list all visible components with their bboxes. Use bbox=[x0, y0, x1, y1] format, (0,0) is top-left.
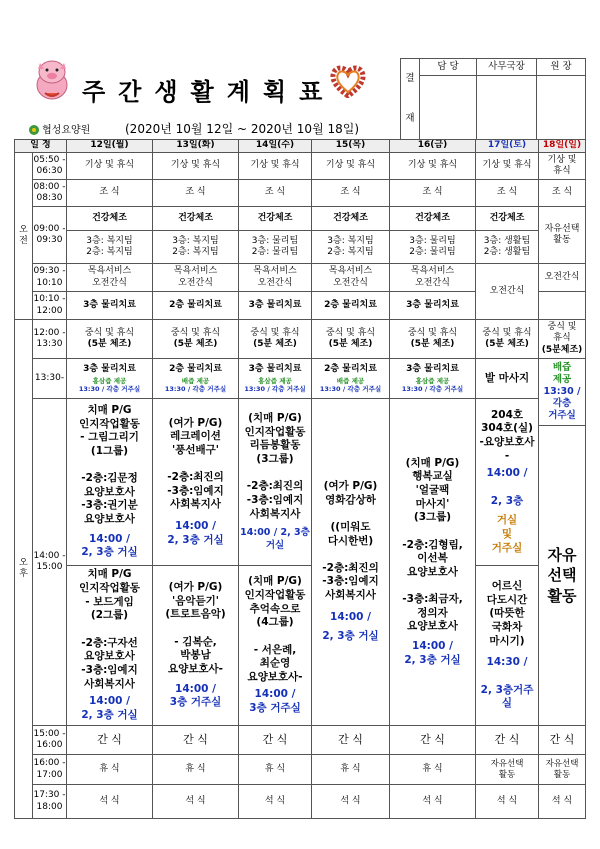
day-header-wed: 14일(수) bbox=[238, 139, 312, 153]
time-1500: 15:00 - 16:00 bbox=[32, 725, 67, 755]
time-1400: 14:00 - 15:00 bbox=[32, 398, 67, 726]
approval-col-office-chief: 사무국장 bbox=[476, 58, 537, 76]
am-label: 오 전 bbox=[14, 152, 33, 320]
bath-mon: 목욕서비스 오전간식 bbox=[66, 263, 153, 292]
breakfast-fri: 조 식 bbox=[389, 179, 476, 207]
day-header-fri: 16(금) bbox=[389, 139, 476, 153]
program-tue-a: (여가 P/G) 레크레이션 '풍선배구' -2층:최진의 -3층:임예지 사회복지사 14:00 / 2, 3층 거실 bbox=[152, 398, 239, 566]
health-mon: 건강체조 bbox=[66, 206, 153, 231]
breakfast-sun: 조 식 bbox=[538, 179, 586, 207]
snack-fri: 간 식 bbox=[389, 725, 476, 755]
free-sun: 자유선택 활동 bbox=[538, 754, 586, 785]
floor-sat: 3층: 생활팀 2층: 생활팀 bbox=[475, 230, 539, 264]
approval-side-label: 결 재 bbox=[400, 58, 420, 140]
approval-sign-director bbox=[536, 75, 586, 140]
bath-wed: 목욕서비스 오전간식 bbox=[238, 263, 312, 292]
breakfast-mon: 조 식 bbox=[66, 179, 153, 207]
pt-1330-fri: 3층 물리치료 홍삼즙 제공 13:30 / 각층 거주실 bbox=[389, 358, 476, 399]
dinner-tue: 석 식 bbox=[152, 784, 239, 819]
bath-thu: 목욕서비스 오전간식 bbox=[311, 263, 390, 292]
approval-col-manager: 담 당 bbox=[419, 58, 477, 76]
wake-thu: 기상 및 휴식 bbox=[311, 152, 390, 180]
pt-mon: 3층 물리치료 bbox=[66, 291, 153, 320]
day-header-sat: 17일(토) bbox=[475, 139, 539, 153]
wake-sat: 기상 및 휴식 bbox=[475, 152, 539, 180]
time-0900: 09:00 - 09:30 bbox=[32, 206, 67, 264]
org-flower-icon bbox=[28, 121, 40, 133]
health-wed: 건강체조 bbox=[238, 206, 312, 231]
snack-wed: 간 식 bbox=[238, 725, 312, 755]
floor-wed: 3층: 물리팀 2층: 물리팀 bbox=[238, 230, 312, 264]
pt-thu: 2층 물리치료 bbox=[311, 291, 390, 320]
program-wed-a: (치매 P/G) 인지작업활동 리듬봉활동 (3그룹) -2층:최진의 -3층:임예지 사회복지사 14:00 / 2, 3층 거실 bbox=[238, 398, 312, 566]
health-thu: 건강체조 bbox=[311, 206, 390, 231]
snack-am-sun: 오전간식 bbox=[538, 263, 586, 292]
pt-fri: 3층 물리치료 bbox=[389, 291, 476, 320]
time-0930: 09:30 - 10:10 bbox=[32, 263, 67, 292]
approval-col-director: 원 장 bbox=[536, 58, 586, 76]
pm-label: 오 후 bbox=[14, 319, 33, 819]
breakfast-thu: 조 식 bbox=[311, 179, 390, 207]
rest-tue: 휴 식 bbox=[152, 754, 239, 785]
dinner-fri: 석 식 bbox=[389, 784, 476, 819]
free-sat: 자유선택 활동 bbox=[475, 754, 539, 785]
floor-fri: 3층: 물리팀 2층: 물리팀 bbox=[389, 230, 476, 264]
snack-sun: 간 식 bbox=[538, 725, 586, 755]
floor-thu: 3층: 복지팀 2층: 복지팀 bbox=[311, 230, 390, 264]
day-header-sun: 18일(일) bbox=[538, 139, 586, 153]
breakfast-wed: 조 식 bbox=[238, 179, 312, 207]
program-wed-b: (치매 P/G) 인지작업활동 추억속으로 (4그룹) - 서은례, 최순영 요양보호사- 14:00 / 3층 거주실 bbox=[238, 565, 312, 726]
wake-mon: 기상 및 휴식 bbox=[66, 152, 153, 180]
dinner-thu: 석 식 bbox=[311, 784, 390, 819]
time-1330: 13:30- bbox=[32, 358, 67, 399]
approval-sign-office-chief bbox=[476, 75, 537, 140]
program-sat-b: 어르신 다도시간 (따뜻한 국화차 마시기) 14:30 / 2, 3층거주실 bbox=[475, 565, 539, 726]
page-title: 주간생활계획표 bbox=[82, 78, 336, 106]
snack-thu: 간 식 bbox=[311, 725, 390, 755]
time-1010: 10:10 - 12:00 bbox=[32, 291, 67, 320]
dinner-sun: 석 식 bbox=[538, 784, 586, 819]
time-1600: 16:00 - 17:00 bbox=[32, 754, 67, 785]
schedule-period: (2020년 10월 12일 ~ 2020년 10월 18일) bbox=[125, 122, 360, 136]
bath-tue: 목욕서비스 오전간식 bbox=[152, 263, 239, 292]
breakfast-tue: 조 식 bbox=[152, 179, 239, 207]
lunch-tue: 중식 및 휴식 (5분 체조) bbox=[152, 319, 239, 359]
approval-sign-manager bbox=[419, 75, 477, 140]
health-sat: 건강체조 bbox=[475, 206, 539, 231]
free-activity-sun-am: 자유선택 활동 bbox=[538, 206, 586, 264]
dinner-wed: 석 식 bbox=[238, 784, 312, 819]
pt-1330-thu: 2층 물리치료 배즙 제공 13:30 / 각층 거주실 bbox=[311, 358, 390, 399]
rest-mon: 휴 식 bbox=[66, 754, 153, 785]
drink-sun: 배즙 제공 13:30 / 각층 거주실 bbox=[538, 358, 586, 426]
foot-massage-sat: 발 마사지 bbox=[475, 358, 539, 399]
corner-header: 일 정 bbox=[14, 139, 67, 153]
wake-sun: 기상 및 휴식 bbox=[538, 152, 586, 180]
health-tue: 건강체조 bbox=[152, 206, 239, 231]
program-mon-a: 치매 P/G 인지작업활동 - 그림그리기 (1그룹) -2층:김문정 요양보호사 -3층:권기분 요양보호사 14:00 / 2, 3층 거실 bbox=[66, 398, 153, 566]
breakfast-sat: 조 식 bbox=[475, 179, 539, 207]
program-tue-b: (여가 P/G) '음악듣기' (트로트음악) - 김복순, 박봉남 요양보호사- 14:00 / 3층 거주실 bbox=[152, 565, 239, 726]
pt-1330-mon: 3층 물리치료 홍삼즙 제공 13:30 / 각층 거주실 bbox=[66, 358, 153, 399]
rest-wed: 휴 식 bbox=[238, 754, 312, 785]
rest-thu: 휴 식 bbox=[311, 754, 390, 785]
time-1730: 17:30 - 18:00 bbox=[32, 784, 67, 819]
day-header-mon: 12일(월) bbox=[66, 139, 153, 153]
org-name: 협성요양원 bbox=[42, 125, 91, 136]
pig-logo bbox=[32, 55, 72, 103]
program-sat-a: 204호 304호(실) -요양보호사 - 14:00 / 2, 3층 거실 및 거주실 bbox=[475, 398, 539, 566]
pt-tue: 2층 물리치료 bbox=[152, 291, 239, 320]
program-fri: (치매 P/G) 행복교실 '얼굴팩 마사지' (3그룹) -2층:김형림, 이선복 요양보호사 -3층:최금자, 정의자 요양보호사 14:00 / 2, 3층 거실 bbox=[389, 398, 476, 726]
sun-1010-empty bbox=[538, 291, 586, 320]
lunch-thu: 중식 및 휴식 (5분 체조) bbox=[311, 319, 390, 359]
rest-fri: 휴 식 bbox=[389, 754, 476, 785]
floor-mon: 3층: 복지팀 2층: 복지팀 bbox=[66, 230, 153, 264]
pt-1330-wed: 3층 물리치료 홍삼즙 제공 13:30 / 각층 거주실 bbox=[238, 358, 312, 399]
lunch-fri: 중식 및 휴식 (5분 체조) bbox=[389, 319, 476, 359]
snack-mon: 간 식 bbox=[66, 725, 153, 755]
lunch-wed: 중식 및 휴식 (5분 체조) bbox=[238, 319, 312, 359]
day-header-thu: 15(목) bbox=[311, 139, 390, 153]
lunch-sun: 중식 및 휴식 (5분체조) bbox=[538, 319, 586, 359]
dinner-sat: 석 식 bbox=[475, 784, 539, 819]
time-0550: 05:50 - 06:30 bbox=[32, 152, 67, 180]
health-fri: 건강체조 bbox=[389, 206, 476, 231]
heart-wreath-icon bbox=[330, 64, 366, 98]
wake-fri: 기상 및 휴식 bbox=[389, 152, 476, 180]
program-mon-b: 치매 P/G 인지작업활동 - 보드게임 (2그룹) -2층:구자선 요양보호사 -3층:임예지 사회복지사 14:00 / 2, 3층 거실 bbox=[66, 565, 153, 726]
pt-1330-tue: 2층 물리치료 배즙 제공 13:30 / 각층 거주실 bbox=[152, 358, 239, 399]
time-0800: 08:00 - 08:30 bbox=[32, 179, 67, 207]
snack-tue: 간 식 bbox=[152, 725, 239, 755]
snack-sat: 간 식 bbox=[475, 725, 539, 755]
program-thu: (여가 P/G) 영화감상하 ((미워도 다시한번) -2층:최진의 -3층:임예지 사회복지사 14:00 / 2, 3층 거실 bbox=[311, 398, 390, 726]
dinner-mon: 석 식 bbox=[66, 784, 153, 819]
bath-fri: 목욕서비스 오전간식 bbox=[389, 263, 476, 292]
lunch-mon: 중식 및 휴식 (5분 체조) bbox=[66, 319, 153, 359]
lunch-sat: 중식 및 휴식 (5분 체조) bbox=[475, 319, 539, 359]
time-1200: 12:00 - 13:30 bbox=[32, 319, 67, 359]
floor-tue: 3층: 복지팀 2층: 복지팀 bbox=[152, 230, 239, 264]
wake-wed: 기상 및 휴식 bbox=[238, 152, 312, 180]
snack-am-sat: 오전간식 bbox=[475, 263, 539, 320]
free-activity-sun-pm: 자유 선택 활동 bbox=[538, 425, 586, 726]
wake-tue: 기상 및 휴식 bbox=[152, 152, 239, 180]
pt-wed: 3층 물리치료 bbox=[238, 291, 312, 320]
day-header-tue: 13일(화) bbox=[152, 139, 239, 153]
